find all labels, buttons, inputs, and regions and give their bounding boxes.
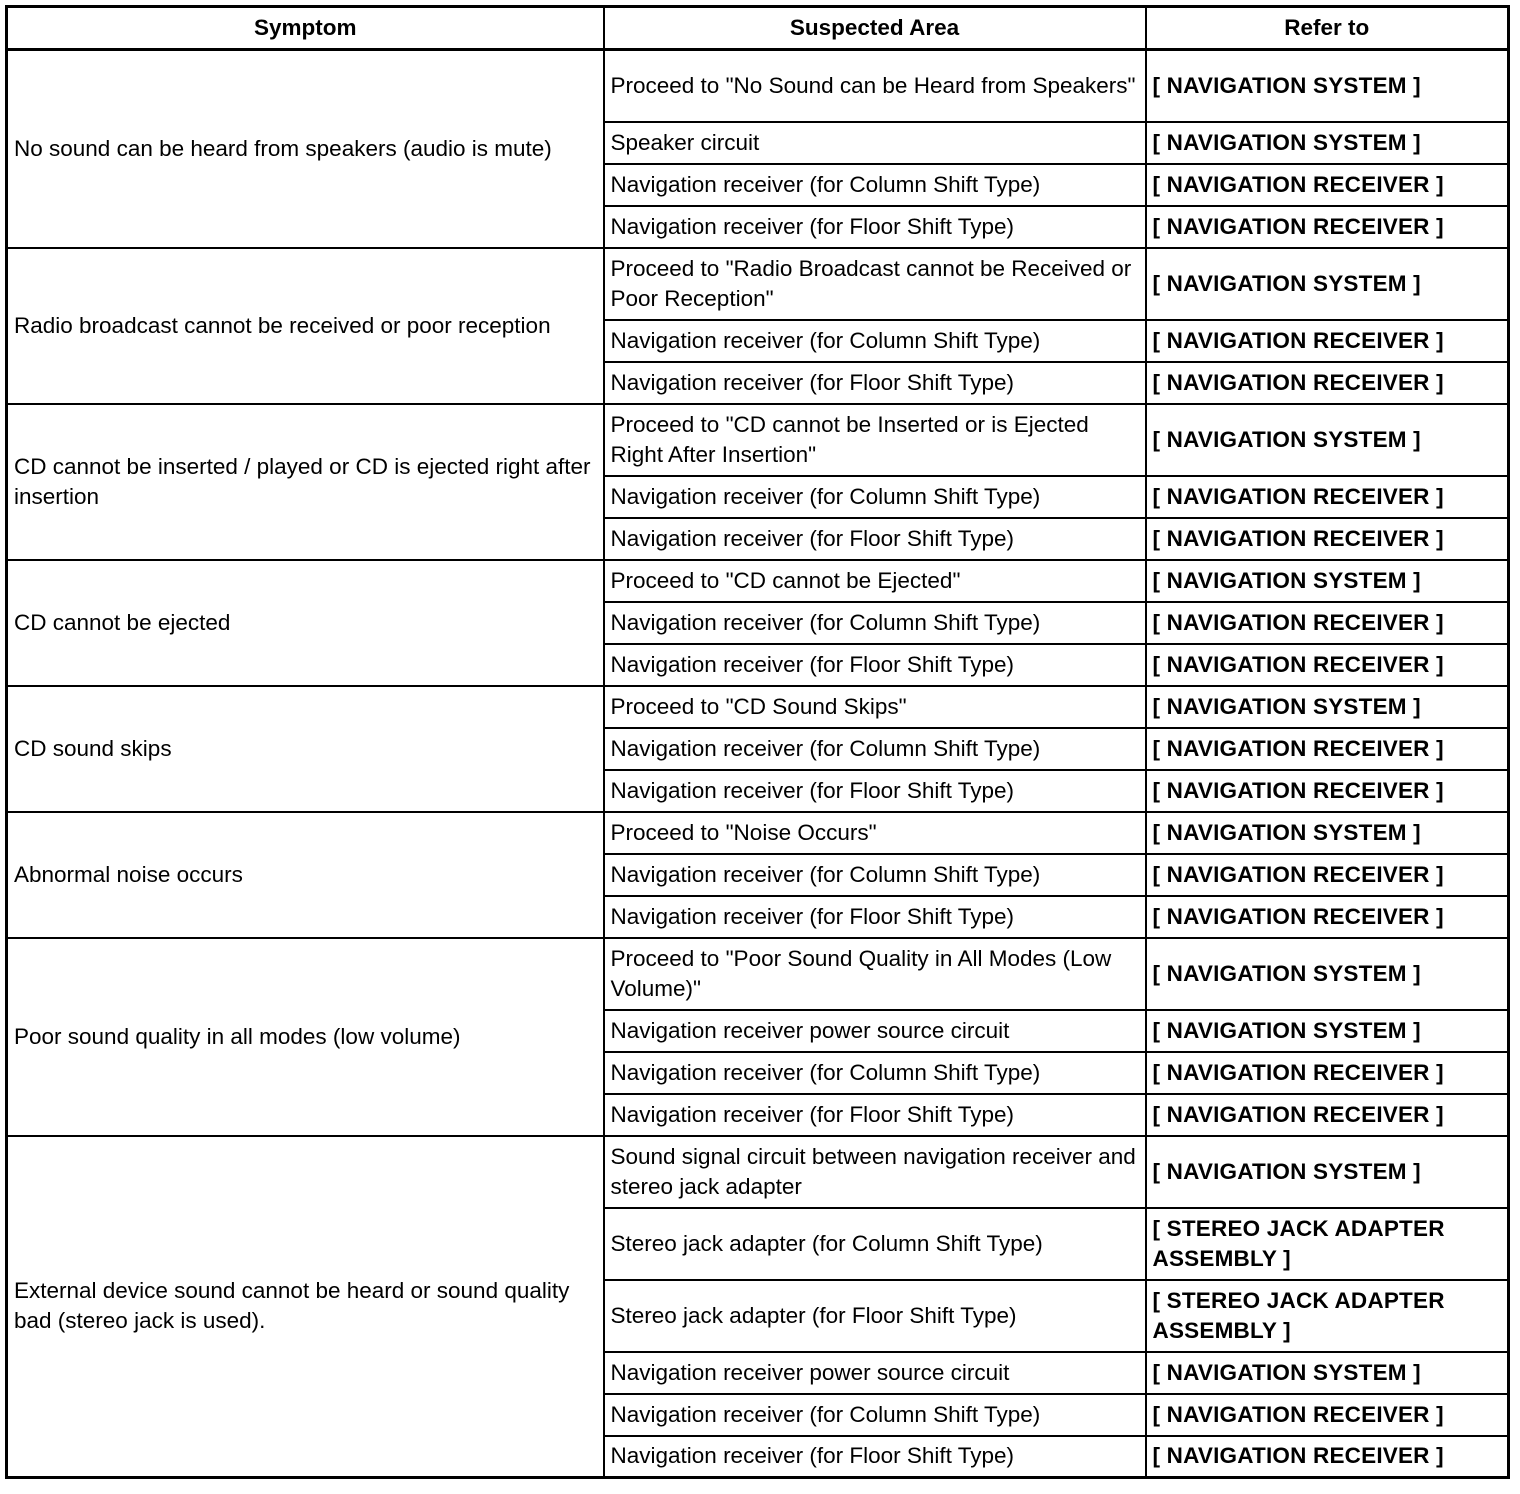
suspected-area-cell: Proceed to "Poor Sound Quality in All Modes (Low Volume)" — [604, 938, 1146, 1010]
refer-to-cell: [ NAVIGATION SYSTEM ] — [1146, 1010, 1509, 1052]
refer-to-cell: [ NAVIGATION SYSTEM ] — [1146, 686, 1509, 728]
suspected-area-cell: Proceed to "CD Sound Skips" — [604, 686, 1146, 728]
symptom-cell: Poor sound quality in all modes (low volume) — [7, 938, 604, 1136]
refer-to-cell: [ NAVIGATION SYSTEM ] — [1146, 404, 1509, 476]
symptom-cell: No sound can be heard from speakers (audio is mute) — [7, 50, 604, 248]
refer-to-cell: [ NAVIGATION SYSTEM ] — [1146, 122, 1509, 164]
refer-to-cell: [ STEREO JACK ADAPTER ASSEMBLY ] — [1146, 1280, 1509, 1352]
refer-to-cell: [ STEREO JACK ADAPTER ASSEMBLY ] — [1146, 1208, 1509, 1280]
refer-to-cell: [ NAVIGATION RECEIVER ] — [1146, 644, 1509, 686]
refer-to-cell: [ NAVIGATION SYSTEM ] — [1146, 50, 1509, 122]
suspected-area-cell: Navigation receiver (for Floor Shift Type) — [604, 1436, 1146, 1478]
refer-to-cell: [ NAVIGATION RECEIVER ] — [1146, 1052, 1509, 1094]
table-header — [7, 7, 1509, 50]
refer-to-cell: [ NAVIGATION RECEIVER ] — [1146, 518, 1509, 560]
suspected-area-cell: Navigation receiver (for Floor Shift Type) — [604, 1094, 1146, 1136]
refer-to-cell: [ NAVIGATION RECEIVER ] — [1146, 320, 1509, 362]
refer-to-cell: [ NAVIGATION RECEIVER ] — [1146, 362, 1509, 404]
refer-to-cell: [ NAVIGATION RECEIVER ] — [1146, 770, 1509, 812]
header-row — [7, 7, 1509, 50]
header-suspected-area: Suspected Area — [604, 7, 1146, 50]
refer-to-cell: [ NAVIGATION RECEIVER ] — [1146, 1094, 1509, 1136]
suspected-area-cell: Navigation receiver (for Column Shift Type) — [604, 602, 1146, 644]
suspected-area-cell: Proceed to "No Sound can be Heard from Speakers" — [604, 50, 1146, 122]
suspected-area-cell: Navigation receiver (for Column Shift Type) — [604, 1052, 1146, 1094]
suspected-area-cell: Stereo jack adapter (for Column Shift Type) — [604, 1208, 1146, 1280]
suspected-area-cell: Proceed to "CD cannot be Ejected" — [604, 560, 1146, 602]
symptom-cell: Abnormal noise occurs — [7, 812, 604, 938]
suspected-area-cell: Proceed to "CD cannot be Inserted or is Ejected Right After Insertion" — [604, 404, 1146, 476]
suspected-area-cell: Navigation receiver (for Floor Shift Type) — [604, 518, 1146, 560]
suspected-area-cell: Navigation receiver (for Column Shift Type) — [604, 854, 1146, 896]
suspected-area-cell: Navigation receiver power source circuit — [604, 1010, 1146, 1052]
refer-to-cell: [ NAVIGATION SYSTEM ] — [1146, 812, 1509, 854]
table-row — [7, 50, 1509, 122]
table-row — [7, 248, 1509, 320]
suspected-area-cell: Navigation receiver (for Column Shift Type) — [604, 164, 1146, 206]
refer-to-cell: [ NAVIGATION RECEIVER ] — [1146, 602, 1509, 644]
refer-to-cell: [ NAVIGATION RECEIVER ] — [1146, 206, 1509, 248]
refer-to-cell: [ NAVIGATION RECEIVER ] — [1146, 164, 1509, 206]
suspected-area-cell: Proceed to "Radio Broadcast cannot be Received or Poor Reception" — [604, 248, 1146, 320]
suspected-area-cell: Sound signal circuit between navigation receiver and stereo jack adapter — [604, 1136, 1146, 1208]
suspected-area-cell: Navigation receiver power source circuit — [604, 1352, 1146, 1394]
suspected-area-cell: Navigation receiver (for Floor Shift Type) — [604, 644, 1146, 686]
table-row — [7, 560, 1509, 602]
refer-to-cell: [ NAVIGATION RECEIVER ] — [1146, 1394, 1509, 1436]
suspected-area-cell: Speaker circuit — [604, 122, 1146, 164]
suspected-area-cell: Navigation receiver (for Floor Shift Type) — [604, 770, 1146, 812]
suspected-area-cell: Navigation receiver (for Column Shift Type) — [604, 728, 1146, 770]
refer-to-cell: [ NAVIGATION RECEIVER ] — [1146, 728, 1509, 770]
header-refer-to: Refer to — [1146, 7, 1509, 50]
header-symptom: Symptom — [7, 7, 604, 50]
symptom-cell: Radio broadcast cannot be received or poor reception — [7, 248, 604, 404]
refer-to-cell: [ NAVIGATION RECEIVER ] — [1146, 854, 1509, 896]
table-row — [7, 404, 1509, 476]
suspected-area-cell: Navigation receiver (for Column Shift Type) — [604, 320, 1146, 362]
refer-to-cell: [ NAVIGATION RECEIVER ] — [1146, 896, 1509, 938]
refer-to-cell: [ NAVIGATION RECEIVER ] — [1146, 1436, 1509, 1478]
suspected-area-cell: Navigation receiver (for Column Shift Type) — [604, 476, 1146, 518]
suspected-area-cell: Navigation receiver (for Column Shift Type) — [604, 1394, 1146, 1436]
table-row — [7, 812, 1509, 854]
symptom-cell: CD sound skips — [7, 686, 604, 812]
table-row — [7, 938, 1509, 1010]
table-body — [7, 50, 1509, 1478]
problem-symptoms-table — [5, 5, 1510, 1479]
symptom-cell: CD cannot be inserted / played or CD is ejected right after insertion — [7, 404, 604, 560]
refer-to-cell: [ NAVIGATION SYSTEM ] — [1146, 248, 1509, 320]
refer-to-cell: [ NAVIGATION SYSTEM ] — [1146, 1136, 1509, 1208]
suspected-area-cell: Stereo jack adapter (for Floor Shift Type) — [604, 1280, 1146, 1352]
suspected-area-cell: Proceed to "Noise Occurs" — [604, 812, 1146, 854]
table-row — [7, 686, 1509, 728]
symptom-cell: External device sound cannot be heard or sound quality bad (stereo jack is used). — [7, 1136, 604, 1478]
suspected-area-cell: Navigation receiver (for Floor Shift Type) — [604, 896, 1146, 938]
table-row — [7, 1136, 1509, 1208]
refer-to-cell: [ NAVIGATION RECEIVER ] — [1146, 476, 1509, 518]
refer-to-cell: [ NAVIGATION SYSTEM ] — [1146, 560, 1509, 602]
symptom-cell: CD cannot be ejected — [7, 560, 604, 686]
refer-to-cell: [ NAVIGATION SYSTEM ] — [1146, 1352, 1509, 1394]
refer-to-cell: [ NAVIGATION SYSTEM ] — [1146, 938, 1509, 1010]
suspected-area-cell: Navigation receiver (for Floor Shift Type) — [604, 362, 1146, 404]
suspected-area-cell: Navigation receiver (for Floor Shift Type) — [604, 206, 1146, 248]
